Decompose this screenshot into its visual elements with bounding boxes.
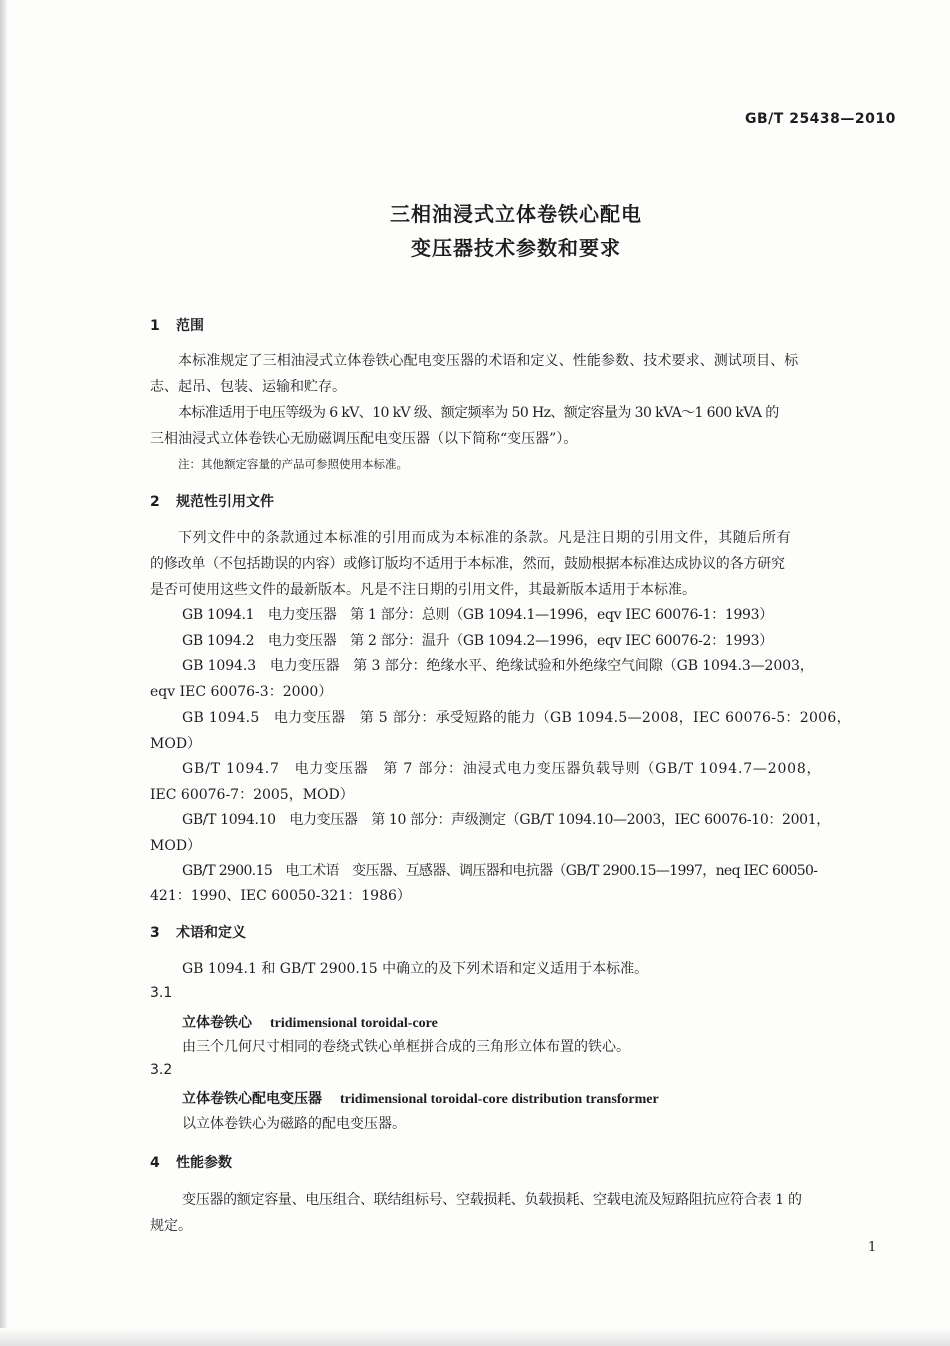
reference-item-cont: MOD） <box>150 736 202 752</box>
title-line-1: 三相油浸式立体卷铁心配电 <box>390 202 642 226</box>
section-title: 性能参数 <box>176 1155 232 1171</box>
reference-item: GB/T 1094.10 电力变压器 第 10 部分：声级测定（GB/T 1094.10—2003，IEC 60076-10：2001， <box>182 812 830 828</box>
reference-item: GB 1094.2 电力变压器 第 2 部分：温升（GB 1094.2—1996，eqv IEC 60076-2：1993） <box>182 633 773 649</box>
reference-item-cont: MOD） <box>150 838 202 854</box>
paragraph-line: 本标准规定了三相油浸式立体卷铁心配电变压器的术语和定义、性能参数、技术要求、测试项目、标 <box>178 353 799 369</box>
section-number: 3 <box>150 925 160 941</box>
paragraph-line: 的修改单（不包括勘误的内容）或修订版均不适用于本标准，然而，鼓励根据本标准达成协议的各方研究 <box>150 556 785 572</box>
paragraph-line: 本标准适用于电压等级为 6 kV、10 kV 级、额定频率为 50 Hz、额定容量为 30 kVA～1 600 kVA 的 <box>178 405 779 421</box>
term-english: tridimensional toroidal-core distribution transformer <box>340 1092 659 1107</box>
term-english: tridimensional toroidal-core <box>270 1016 438 1031</box>
reference-item: GB/T 2900.15 电工术语 变压器、互感器、调压器和电抗器（GB/T 2900.15—1997，neq IEC 60050- <box>182 863 818 879</box>
scan-bottom-shadow <box>0 1328 950 1346</box>
section-number: 2 <box>150 494 160 510</box>
term-chinese: 立体卷铁心 <box>182 1015 252 1031</box>
section-1-heading <box>150 315 204 335</box>
paragraph-line: GB 1094.1 和 GB/T 2900.15 中确立的及下列术语和定义适用于本标准。 <box>182 961 649 977</box>
section-2-heading <box>150 491 274 511</box>
paragraph-line: 志、起吊、包装、运输和贮存。 <box>150 379 346 395</box>
term-number: 3.2 <box>150 1062 173 1078</box>
section-4-heading <box>150 1152 232 1172</box>
term-2 <box>182 1088 659 1108</box>
section-title: 规范性引用文件 <box>176 494 274 510</box>
section-number: 1 <box>150 318 160 334</box>
reference-item-cont: 421：1990、IEC 60050-321：1986） <box>150 888 411 904</box>
reference-item-cont: IEC 60076-7：2005，MOD） <box>150 787 354 803</box>
note: 注：其他额定容量的产品可参照使用本标准。 <box>178 457 408 471</box>
reference-item: GB 1094.1 电力变压器 第 1 部分：总则（GB 1094.1—1996，eqv IEC 60076-1：1993） <box>182 607 773 623</box>
reference-item: GB/T 1094.7 电力变压器 第 7 部分：油浸式电力变压器负载导则（GB/T 1094.7—2008， <box>182 761 822 777</box>
term-definition: 以立体卷铁心为磁路的配电变压器。 <box>182 1116 406 1132</box>
reference-item: GB 1094.5 电力变压器 第 5 部分：承受短路的能力（GB 1094.5—2008，IEC 60076-5：2006， <box>182 710 851 726</box>
section-title: 范围 <box>176 318 204 334</box>
section-3-heading <box>150 922 246 942</box>
paragraph-line: 是否可使用这些文件的最新版本。凡是不注日期的引用文件，其最新版本适用于本标准。 <box>150 582 696 598</box>
term-number: 3.1 <box>150 985 173 1001</box>
standard-code: GB/T 25438—2010 <box>745 111 896 127</box>
term-definition: 由三个几何尺寸相同的卷绕式铁心单框拼合成的三角形立体布置的铁心。 <box>182 1039 630 1055</box>
page-number: 1 <box>868 1240 877 1255</box>
paragraph-line: 三相油浸式立体卷铁心无励磁调压配电变压器（以下简称“变压器”）。 <box>150 431 578 447</box>
reference-item-cont: eqv IEC 60076-3：2000） <box>150 684 333 700</box>
paragraph-line: 变压器的额定容量、电压组合、联结组标号、空载损耗、负载损耗、空载电流及短路阻抗应符合表 1 的 <box>182 1192 802 1208</box>
section-number: 4 <box>150 1155 160 1171</box>
term-1 <box>182 1012 438 1032</box>
term-chinese: 立体卷铁心配电变压器 <box>182 1091 322 1107</box>
paragraph-line: 下列文件中的条款通过本标准的引用而成为本标准的条款。凡是注日期的引用文件，其随后所有 <box>178 530 792 546</box>
section-title: 术语和定义 <box>176 925 246 941</box>
paragraph-line: 规定。 <box>150 1218 192 1234</box>
reference-item: GB 1094.3 电力变压器 第 3 部分：绝缘水平、绝缘试验和外绝缘空气间隙（GB 1094.3—2003， <box>182 658 814 674</box>
title-line-2: 变压器技术参数和要求 <box>411 236 621 260</box>
